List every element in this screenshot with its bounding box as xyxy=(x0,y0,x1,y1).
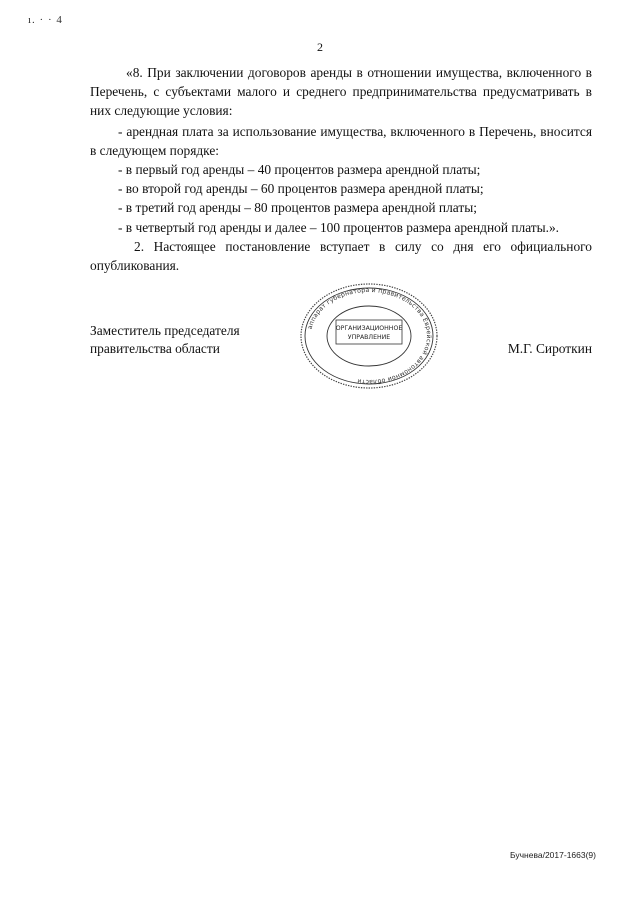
list-item-year-3: - в третий год аренды – 80 процентов размера арендной платы; xyxy=(118,200,477,216)
signer-name: М.Г. Сироткин xyxy=(507,341,592,356)
seal-inner-line-1: ОРГАНИЗАЦИОННОЕ xyxy=(335,325,403,332)
seal-ring-text: аппарат губернатора и правительства Еврейской автономной области xyxy=(306,286,433,386)
document-code: Бучнева/2017-1663(9) xyxy=(509,850,596,860)
page-number: 2 xyxy=(317,40,323,54)
paragraph-clause-8: «8. При заключении договоров аренды в отношении имущества, включенного в Перечень, с субъектами малого и среднего предпринимательства предусматривать в них следующие условия: xyxy=(90,65,592,119)
signer-title xyxy=(90,322,240,358)
corner-mark: ı. · · 4 xyxy=(28,14,63,26)
paragraph-rent-order: - арендная плата за использование имущества, включенного в Перечень, вносится в следующем порядке: xyxy=(90,123,592,158)
paragraph-effective-date: 2. Настоящее постановление вступает в силу со дня его официального опубликования. xyxy=(90,238,592,274)
seal-inner-line-2: УПРАВЛЕНИЕ xyxy=(347,334,391,341)
list-item-year-1: - в первый год аренды – 40 процентов размера арендной платы; xyxy=(118,162,481,178)
document-body xyxy=(90,63,592,275)
list-item-year-2: - во второй год аренды – 60 процентов размера арендной платы; xyxy=(118,181,484,197)
signer-title-line-1: Заместитель председателя xyxy=(90,323,240,338)
list-item-year-4: - в четвертый год аренды и далее – 100 процентов размера арендной платы.». xyxy=(118,219,560,235)
official-seal xyxy=(298,280,440,392)
signer-title-line-2: правительства области xyxy=(90,341,220,356)
